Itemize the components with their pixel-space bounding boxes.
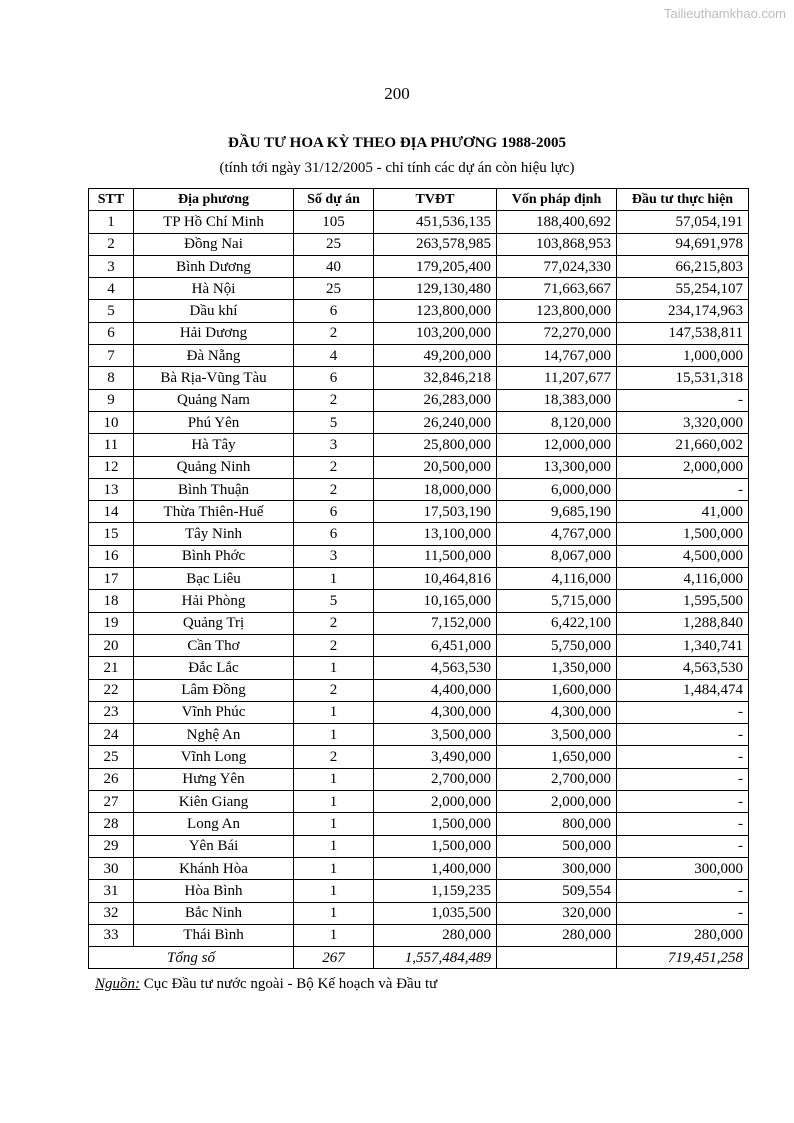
cell-tvdt: 26,283,000 bbox=[374, 389, 497, 411]
cell-locality: Quảng Trị bbox=[134, 612, 294, 634]
cell-stt: 13 bbox=[89, 478, 134, 500]
cell-projects: 40 bbox=[294, 255, 374, 277]
cell-legal-capital: 5,750,000 bbox=[497, 634, 617, 656]
cell-implemented: 1,000,000 bbox=[617, 345, 749, 367]
cell-projects: 1 bbox=[294, 857, 374, 879]
cell-implemented: 3,320,000 bbox=[617, 411, 749, 433]
cell-projects: 1 bbox=[294, 701, 374, 723]
cell-stt: 32 bbox=[89, 902, 134, 924]
cell-tvdt: 179,205,400 bbox=[374, 255, 497, 277]
cell-tvdt: 451,536,135 bbox=[374, 211, 497, 233]
cell-stt: 12 bbox=[89, 456, 134, 478]
cell-implemented: 41,000 bbox=[617, 501, 749, 523]
table-subtitle: (tính tới ngày 31/12/2005 - chỉ tính các dự án còn hiệu lực) bbox=[219, 160, 575, 176]
table-row bbox=[89, 612, 749, 634]
cell-implemented: 4,563,530 bbox=[617, 657, 749, 679]
cell-projects: 1 bbox=[294, 724, 374, 746]
cell-legal-capital: 4,116,000 bbox=[497, 568, 617, 590]
cell-locality: Nghệ An bbox=[134, 724, 294, 746]
cell-projects: 2 bbox=[294, 456, 374, 478]
cell-tvdt: 129,130,480 bbox=[374, 278, 497, 300]
cell-locality: Kiên Giang bbox=[134, 791, 294, 813]
cell-tvdt: 25,800,000 bbox=[374, 434, 497, 456]
cell-stt: 11 bbox=[89, 434, 134, 456]
cell-implemented: 1,595,500 bbox=[617, 590, 749, 612]
cell-implemented: 21,660,002 bbox=[617, 434, 749, 456]
cell-tvdt: 10,464,816 bbox=[374, 568, 497, 590]
cell-stt: 4 bbox=[89, 278, 134, 300]
table-row bbox=[89, 568, 749, 590]
cell-implemented: 66,215,803 bbox=[617, 255, 749, 277]
cell-stt: 21 bbox=[89, 657, 134, 679]
cell-tvdt: 3,500,000 bbox=[374, 724, 497, 746]
cell-implemented: - bbox=[617, 768, 749, 790]
header-tvdt: TVĐT bbox=[374, 189, 497, 211]
cell-locality: Cần Thơ bbox=[134, 634, 294, 656]
cell-stt: 23 bbox=[89, 701, 134, 723]
cell-stt: 7 bbox=[89, 345, 134, 367]
cell-locality: Lâm Đồng bbox=[134, 679, 294, 701]
header-legal-capital: Vốn pháp định bbox=[497, 189, 617, 211]
table-row bbox=[89, 924, 749, 946]
cell-tvdt: 6,451,000 bbox=[374, 634, 497, 656]
cell-legal-capital: 6,000,000 bbox=[497, 478, 617, 500]
source-text: Cục Đầu tư nước ngoài - Bộ Kế hoạch và Đầu tư bbox=[140, 976, 438, 992]
table-row bbox=[89, 902, 749, 924]
cell-locality: Bình Phớc bbox=[134, 545, 294, 567]
cell-projects: 1 bbox=[294, 768, 374, 790]
cell-stt: 24 bbox=[89, 724, 134, 746]
cell-locality: Tây Ninh bbox=[134, 523, 294, 545]
cell-legal-capital: 2,700,000 bbox=[497, 768, 617, 790]
cell-legal-capital: 13,300,000 bbox=[497, 456, 617, 478]
cell-locality: Dầu khí bbox=[134, 300, 294, 322]
cell-locality: TP Hồ Chí Minh bbox=[134, 211, 294, 233]
cell-legal-capital: 9,685,190 bbox=[497, 501, 617, 523]
cell-tvdt: 1,500,000 bbox=[374, 835, 497, 857]
cell-legal-capital: 5,715,000 bbox=[497, 590, 617, 612]
cell-locality: Đắc Lắc bbox=[134, 657, 294, 679]
cell-legal-capital: 123,800,000 bbox=[497, 300, 617, 322]
cell-implemented: 1,288,840 bbox=[617, 612, 749, 634]
cell-implemented: - bbox=[617, 389, 749, 411]
cell-locality: Bắc Ninh bbox=[134, 902, 294, 924]
cell-implemented: 55,254,107 bbox=[617, 278, 749, 300]
table-row bbox=[89, 724, 749, 746]
cell-projects: 5 bbox=[294, 590, 374, 612]
cell-tvdt: 4,300,000 bbox=[374, 701, 497, 723]
cell-tvdt: 123,800,000 bbox=[374, 300, 497, 322]
cell-implemented: - bbox=[617, 813, 749, 835]
cell-projects: 6 bbox=[294, 300, 374, 322]
table-row bbox=[89, 857, 749, 879]
cell-implemented: 2,000,000 bbox=[617, 456, 749, 478]
cell-implemented: - bbox=[617, 701, 749, 723]
table-row bbox=[89, 791, 749, 813]
table-row bbox=[89, 657, 749, 679]
cell-locality: Bà Rịa-Vũng Tàu bbox=[134, 367, 294, 389]
table-row bbox=[89, 501, 749, 523]
cell-legal-capital: 72,270,000 bbox=[497, 322, 617, 344]
cell-projects: 2 bbox=[294, 679, 374, 701]
cell-legal-capital: 188,400,692 bbox=[497, 211, 617, 233]
cell-legal-capital: 103,868,953 bbox=[497, 233, 617, 255]
header-stt: STT bbox=[89, 189, 134, 211]
cell-locality: Quảng Nam bbox=[134, 389, 294, 411]
cell-projects: 1 bbox=[294, 902, 374, 924]
cell-projects: 1 bbox=[294, 657, 374, 679]
cell-stt: 33 bbox=[89, 924, 134, 946]
cell-tvdt: 4,400,000 bbox=[374, 679, 497, 701]
cell-legal-capital: 4,767,000 bbox=[497, 523, 617, 545]
cell-tvdt: 1,035,500 bbox=[374, 902, 497, 924]
cell-projects: 1 bbox=[294, 813, 374, 835]
cell-projects: 6 bbox=[294, 367, 374, 389]
cell-tvdt: 1,500,000 bbox=[374, 813, 497, 835]
cell-legal-capital: 300,000 bbox=[497, 857, 617, 879]
table-row bbox=[89, 211, 749, 233]
cell-stt: 25 bbox=[89, 746, 134, 768]
cell-legal-capital: 8,067,000 bbox=[497, 545, 617, 567]
cell-tvdt: 7,152,000 bbox=[374, 612, 497, 634]
cell-legal-capital: 280,000 bbox=[497, 924, 617, 946]
cell-implemented: 1,500,000 bbox=[617, 523, 749, 545]
cell-implemented: 4,116,000 bbox=[617, 568, 749, 590]
cell-legal-capital: 8,120,000 bbox=[497, 411, 617, 433]
cell-implemented: - bbox=[617, 746, 749, 768]
cell-legal-capital: 1,600,000 bbox=[497, 679, 617, 701]
cell-implemented: 94,691,978 bbox=[617, 233, 749, 255]
cell-implemented: 147,538,811 bbox=[617, 322, 749, 344]
cell-stt: 18 bbox=[89, 590, 134, 612]
header-locality: Địa phương bbox=[134, 189, 294, 211]
cell-stt: 16 bbox=[89, 545, 134, 567]
cell-tvdt: 4,563,530 bbox=[374, 657, 497, 679]
cell-locality: Vĩnh Long bbox=[134, 746, 294, 768]
table-row bbox=[89, 835, 749, 857]
cell-legal-capital: 11,207,677 bbox=[497, 367, 617, 389]
cell-locality: Hải Dương bbox=[134, 322, 294, 344]
cell-implemented: 57,054,191 bbox=[617, 211, 749, 233]
cell-implemented: - bbox=[617, 835, 749, 857]
table-row bbox=[89, 411, 749, 433]
table-row bbox=[89, 701, 749, 723]
cell-stt: 29 bbox=[89, 835, 134, 857]
cell-stt: 28 bbox=[89, 813, 134, 835]
table-title: ĐẦU TƯ HOA KỲ THEO ĐỊA PHƯƠNG 1988-2005 bbox=[228, 135, 566, 151]
total-row bbox=[89, 947, 749, 969]
table-row bbox=[89, 545, 749, 567]
cell-locality: Bình Thuận bbox=[134, 478, 294, 500]
table-row bbox=[89, 679, 749, 701]
page-number: 200 bbox=[384, 84, 410, 103]
cell-projects: 2 bbox=[294, 746, 374, 768]
table-row bbox=[89, 746, 749, 768]
cell-stt: 31 bbox=[89, 880, 134, 902]
total-tvdt: 1,557,484,489 bbox=[374, 947, 497, 969]
cell-implemented: 4,500,000 bbox=[617, 545, 749, 567]
table-row bbox=[89, 322, 749, 344]
cell-legal-capital: 3,500,000 bbox=[497, 724, 617, 746]
cell-stt: 1 bbox=[89, 211, 134, 233]
cell-projects: 3 bbox=[294, 545, 374, 567]
cell-implemented: - bbox=[617, 902, 749, 924]
cell-legal-capital: 1,350,000 bbox=[497, 657, 617, 679]
cell-stt: 20 bbox=[89, 634, 134, 656]
cell-locality: Phú Yên bbox=[134, 411, 294, 433]
cell-projects: 2 bbox=[294, 478, 374, 500]
table-row bbox=[89, 478, 749, 500]
cell-tvdt: 18,000,000 bbox=[374, 478, 497, 500]
table-row bbox=[89, 434, 749, 456]
table-row bbox=[89, 590, 749, 612]
cell-tvdt: 2,000,000 bbox=[374, 791, 497, 813]
table-row bbox=[89, 768, 749, 790]
cell-projects: 25 bbox=[294, 233, 374, 255]
cell-implemented: - bbox=[617, 724, 749, 746]
cell-legal-capital: 509,554 bbox=[497, 880, 617, 902]
cell-legal-capital: 6,422,100 bbox=[497, 612, 617, 634]
cell-stt: 22 bbox=[89, 679, 134, 701]
cell-projects: 105 bbox=[294, 211, 374, 233]
cell-stt: 14 bbox=[89, 501, 134, 523]
source-label: Nguồn: bbox=[95, 976, 140, 992]
table-row bbox=[89, 345, 749, 367]
cell-locality: Thừa Thiên-Huế bbox=[134, 501, 294, 523]
cell-tvdt: 13,100,000 bbox=[374, 523, 497, 545]
header-implemented: Đầu tư thực hiện bbox=[617, 189, 749, 211]
cell-projects: 5 bbox=[294, 411, 374, 433]
cell-locality: Bình Dương bbox=[134, 255, 294, 277]
cell-implemented: 15,531,318 bbox=[617, 367, 749, 389]
cell-tvdt: 26,240,000 bbox=[374, 411, 497, 433]
total-implemented: 719,451,258 bbox=[617, 947, 749, 969]
cell-legal-capital: 77,024,330 bbox=[497, 255, 617, 277]
cell-tvdt: 3,490,000 bbox=[374, 746, 497, 768]
cell-tvdt: 2,700,000 bbox=[374, 768, 497, 790]
cell-stt: 3 bbox=[89, 255, 134, 277]
source-note bbox=[95, 976, 437, 993]
cell-tvdt: 11,500,000 bbox=[374, 545, 497, 567]
table-row bbox=[89, 456, 749, 478]
cell-stt: 10 bbox=[89, 411, 134, 433]
cell-projects: 2 bbox=[294, 389, 374, 411]
cell-implemented: - bbox=[617, 791, 749, 813]
cell-stt: 30 bbox=[89, 857, 134, 879]
cell-tvdt: 20,500,000 bbox=[374, 456, 497, 478]
cell-locality: Yên Bái bbox=[134, 835, 294, 857]
cell-implemented: 300,000 bbox=[617, 857, 749, 879]
cell-projects: 1 bbox=[294, 835, 374, 857]
cell-legal-capital: 800,000 bbox=[497, 813, 617, 835]
cell-projects: 6 bbox=[294, 501, 374, 523]
cell-stt: 6 bbox=[89, 322, 134, 344]
cell-legal-capital: 12,000,000 bbox=[497, 434, 617, 456]
cell-locality: Quảng Ninh bbox=[134, 456, 294, 478]
cell-implemented: 1,484,474 bbox=[617, 679, 749, 701]
total-projects: 267 bbox=[294, 947, 374, 969]
cell-projects: 1 bbox=[294, 791, 374, 813]
cell-projects: 1 bbox=[294, 568, 374, 590]
cell-tvdt: 280,000 bbox=[374, 924, 497, 946]
cell-projects: 2 bbox=[294, 612, 374, 634]
table-row bbox=[89, 634, 749, 656]
cell-stt: 27 bbox=[89, 791, 134, 813]
cell-locality: Thái Bình bbox=[134, 924, 294, 946]
cell-tvdt: 103,200,000 bbox=[374, 322, 497, 344]
cell-implemented: 280,000 bbox=[617, 924, 749, 946]
cell-locality: Hải Phòng bbox=[134, 590, 294, 612]
cell-tvdt: 10,165,000 bbox=[374, 590, 497, 612]
total-capital bbox=[497, 947, 617, 969]
cell-legal-capital: 320,000 bbox=[497, 902, 617, 924]
cell-implemented: - bbox=[617, 478, 749, 500]
cell-stt: 19 bbox=[89, 612, 134, 634]
table-row bbox=[89, 278, 749, 300]
cell-projects: 6 bbox=[294, 523, 374, 545]
cell-implemented: 1,340,741 bbox=[617, 634, 749, 656]
cell-locality: Khánh Hòa bbox=[134, 857, 294, 879]
cell-tvdt: 32,846,218 bbox=[374, 367, 497, 389]
table-row bbox=[89, 389, 749, 411]
cell-legal-capital: 1,650,000 bbox=[497, 746, 617, 768]
cell-projects: 3 bbox=[294, 434, 374, 456]
cell-projects: 4 bbox=[294, 345, 374, 367]
cell-stt: 5 bbox=[89, 300, 134, 322]
cell-locality: Hà Tây bbox=[134, 434, 294, 456]
cell-projects: 25 bbox=[294, 278, 374, 300]
cell-legal-capital: 2,000,000 bbox=[497, 791, 617, 813]
cell-tvdt: 1,400,000 bbox=[374, 857, 497, 879]
cell-locality: Đà Nẵng bbox=[134, 345, 294, 367]
cell-legal-capital: 71,663,667 bbox=[497, 278, 617, 300]
cell-stt: 17 bbox=[89, 568, 134, 590]
cell-projects: 2 bbox=[294, 322, 374, 344]
cell-locality: Hòa Bình bbox=[134, 880, 294, 902]
table-body bbox=[89, 211, 749, 947]
cell-implemented: - bbox=[617, 880, 749, 902]
cell-legal-capital: 18,383,000 bbox=[497, 389, 617, 411]
cell-locality: Bạc Liêu bbox=[134, 568, 294, 590]
cell-legal-capital: 4,300,000 bbox=[497, 701, 617, 723]
cell-tvdt: 263,578,985 bbox=[374, 233, 497, 255]
cell-projects: 1 bbox=[294, 880, 374, 902]
cell-tvdt: 17,503,190 bbox=[374, 501, 497, 523]
cell-stt: 9 bbox=[89, 389, 134, 411]
cell-projects: 1 bbox=[294, 924, 374, 946]
cell-projects: 2 bbox=[294, 634, 374, 656]
table-row bbox=[89, 880, 749, 902]
cell-stt: 26 bbox=[89, 768, 134, 790]
cell-stt: 15 bbox=[89, 523, 134, 545]
cell-stt: 8 bbox=[89, 367, 134, 389]
table-row bbox=[89, 813, 749, 835]
cell-legal-capital: 14,767,000 bbox=[497, 345, 617, 367]
investment-table bbox=[88, 188, 749, 969]
cell-legal-capital: 500,000 bbox=[497, 835, 617, 857]
cell-tvdt: 49,200,000 bbox=[374, 345, 497, 367]
watermark: Tailieuthamkhao.com bbox=[663, 6, 786, 21]
cell-locality: Long An bbox=[134, 813, 294, 835]
cell-locality: Hà Nội bbox=[134, 278, 294, 300]
table-row bbox=[89, 523, 749, 545]
table-row bbox=[89, 367, 749, 389]
cell-locality: Hưng Yên bbox=[134, 768, 294, 790]
table-row bbox=[89, 233, 749, 255]
cell-locality: Đồng Nai bbox=[134, 233, 294, 255]
cell-implemented: 234,174,963 bbox=[617, 300, 749, 322]
header-projects: Số dự án bbox=[294, 189, 374, 211]
table-row bbox=[89, 255, 749, 277]
table-row bbox=[89, 300, 749, 322]
cell-tvdt: 1,159,235 bbox=[374, 880, 497, 902]
table-header-row bbox=[89, 189, 749, 211]
total-label: Tổng số bbox=[89, 947, 294, 969]
cell-locality: Vĩnh Phúc bbox=[134, 701, 294, 723]
cell-stt: 2 bbox=[89, 233, 134, 255]
